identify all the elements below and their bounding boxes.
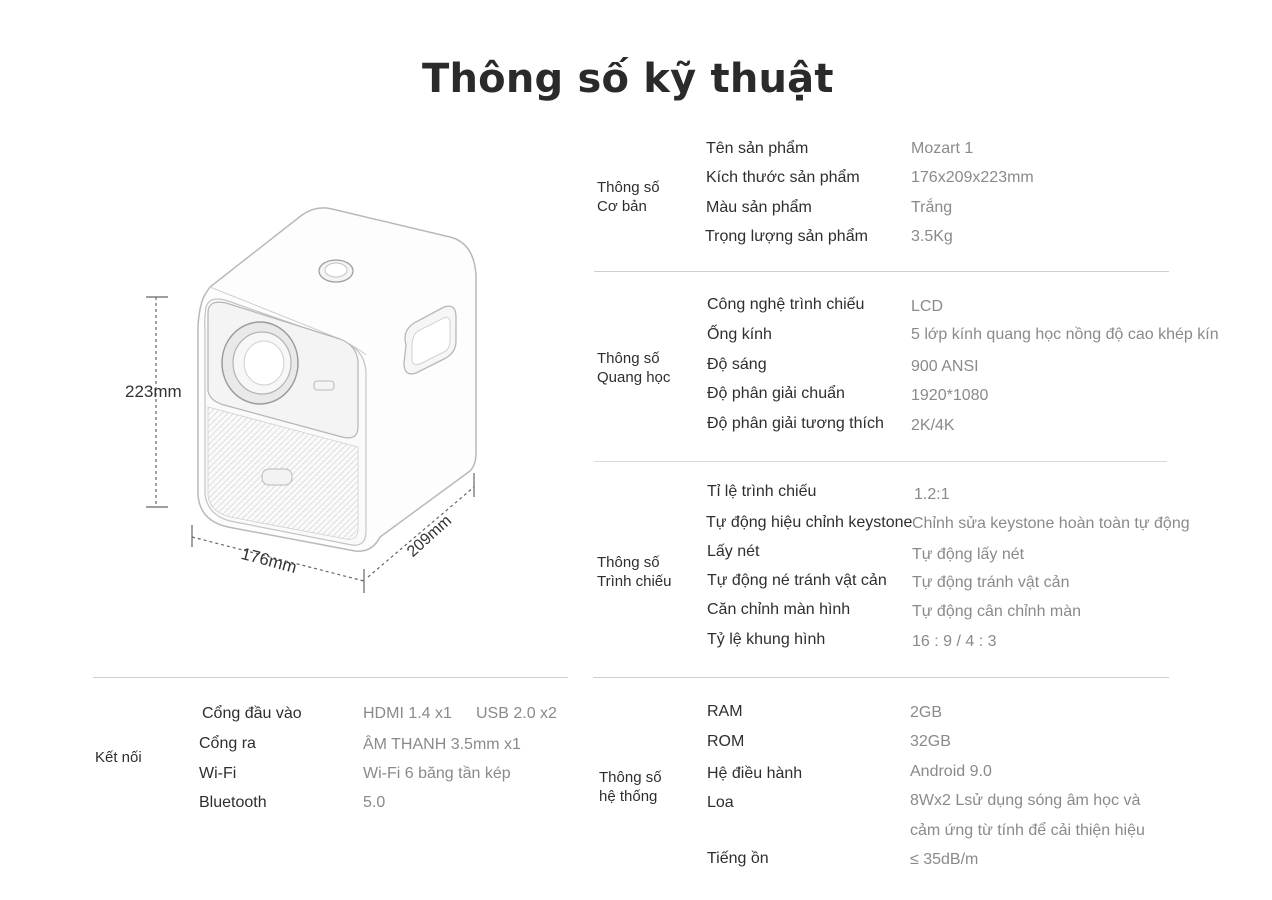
spec-value: USB 2.0 x2 — [476, 705, 557, 722]
spec-value: 3.5Kg — [911, 228, 953, 245]
spec-value: 176x209x223mm — [911, 169, 1034, 186]
spec-key: Kích thước sản phẩm — [706, 169, 860, 186]
width-dimension-label: 176mm — [239, 544, 299, 578]
spec-key: ROM — [707, 733, 745, 750]
spec-value: 2GB — [910, 704, 943, 721]
spec-key: Ống kính — [707, 326, 772, 343]
spec-key: Cổng đầu vào — [202, 705, 302, 722]
spec-key: Tự động hiệu chỉnh keystone — [706, 514, 913, 531]
spec-value: LCD — [911, 298, 944, 315]
spec-key: Hệ điều hành — [707, 765, 803, 782]
group-label-system: Thông số hệ thống — [599, 769, 662, 805]
spec-value: cảm ứng từ tính để cải thiện hiệu — [910, 822, 1145, 839]
spec-value: HDMI 1.4 x1 — [363, 705, 452, 722]
divider — [594, 271, 1169, 272]
spec-value: Tự động tránh vật cản — [912, 574, 1070, 591]
spec-value: Tự động lấy nét — [912, 546, 1025, 563]
spec-value: 5 lớp kính quang học nồng độ cao khép kín — [911, 326, 1219, 343]
page-title: Thông số kỹ thuật — [422, 56, 834, 102]
spec-value: Android 9.0 — [910, 763, 992, 780]
spec-key: Tự động né tránh vật cản — [707, 572, 887, 589]
spec-key: Độ phân giải chuẩn — [707, 385, 845, 402]
group-label-connect: Kết nối — [95, 749, 142, 766]
spec-key: Tỷ lệ khung hình — [707, 631, 826, 648]
spec-value: Wi-Fi 6 băng tần kép — [363, 765, 511, 782]
spec-key: Tỉ lệ trình chiếu — [707, 483, 817, 500]
spec-key: Tên sản phẩm — [706, 140, 809, 157]
spec-key: Cổng ra — [199, 735, 256, 752]
spec-key: Độ phân giải tương thích — [707, 415, 884, 432]
spec-key: Độ sáng — [707, 356, 767, 373]
spec-key: Tiếng ồn — [707, 850, 769, 867]
spec-key: Màu sản phẩm — [706, 199, 812, 216]
spec-value: Mozart 1 — [911, 140, 974, 157]
spec-value: 8Wx2 Lsử dụng sóng âm học và — [910, 792, 1141, 809]
divider — [594, 461, 1167, 462]
spec-key: Công nghệ trình chiếu — [707, 296, 865, 313]
spec-key: Căn chỉnh màn hình — [707, 601, 851, 618]
spec-key: Trọng lượng sản phẩm — [705, 228, 868, 245]
spec-value: 1920*1080 — [911, 387, 989, 404]
spec-value: 2K/4K — [911, 417, 955, 434]
group-label-projection: Thông số Trình chiếu — [597, 554, 672, 590]
spec-value: ≤ 35dB/m — [910, 851, 979, 868]
spec-key: Lấy nét — [707, 543, 760, 560]
height-dimension-label: 223mm — [125, 382, 182, 401]
spec-value: 900 ANSI — [911, 358, 979, 375]
spec-value: 32GB — [910, 733, 951, 750]
spec-value: 5.0 — [363, 794, 386, 811]
divider — [93, 677, 568, 678]
spec-key: Wi-Fi — [199, 765, 237, 782]
spec-value: ÂM THANH 3.5mm x1 — [363, 736, 521, 753]
spec-value: 16 : 9 / 4 : 3 — [912, 633, 997, 650]
spec-value: Tự động cân chỉnh màn — [912, 603, 1082, 620]
spec-key: RAM — [707, 703, 743, 720]
depth-dimension-label: 209mm — [404, 512, 456, 561]
spec-value: Chỉnh sửa keystone hoàn toàn tự động — [912, 515, 1190, 532]
spec-key: Bluetooth — [199, 794, 267, 811]
spec-value: 1.2:1 — [914, 486, 950, 503]
spec-key: Loa — [707, 794, 734, 811]
group-label-basic: Thông số Cơ bản — [597, 179, 660, 215]
group-label-optics: Thông số Quang học — [597, 350, 671, 386]
divider — [593, 677, 1169, 678]
spec-value: Trắng — [911, 199, 953, 216]
